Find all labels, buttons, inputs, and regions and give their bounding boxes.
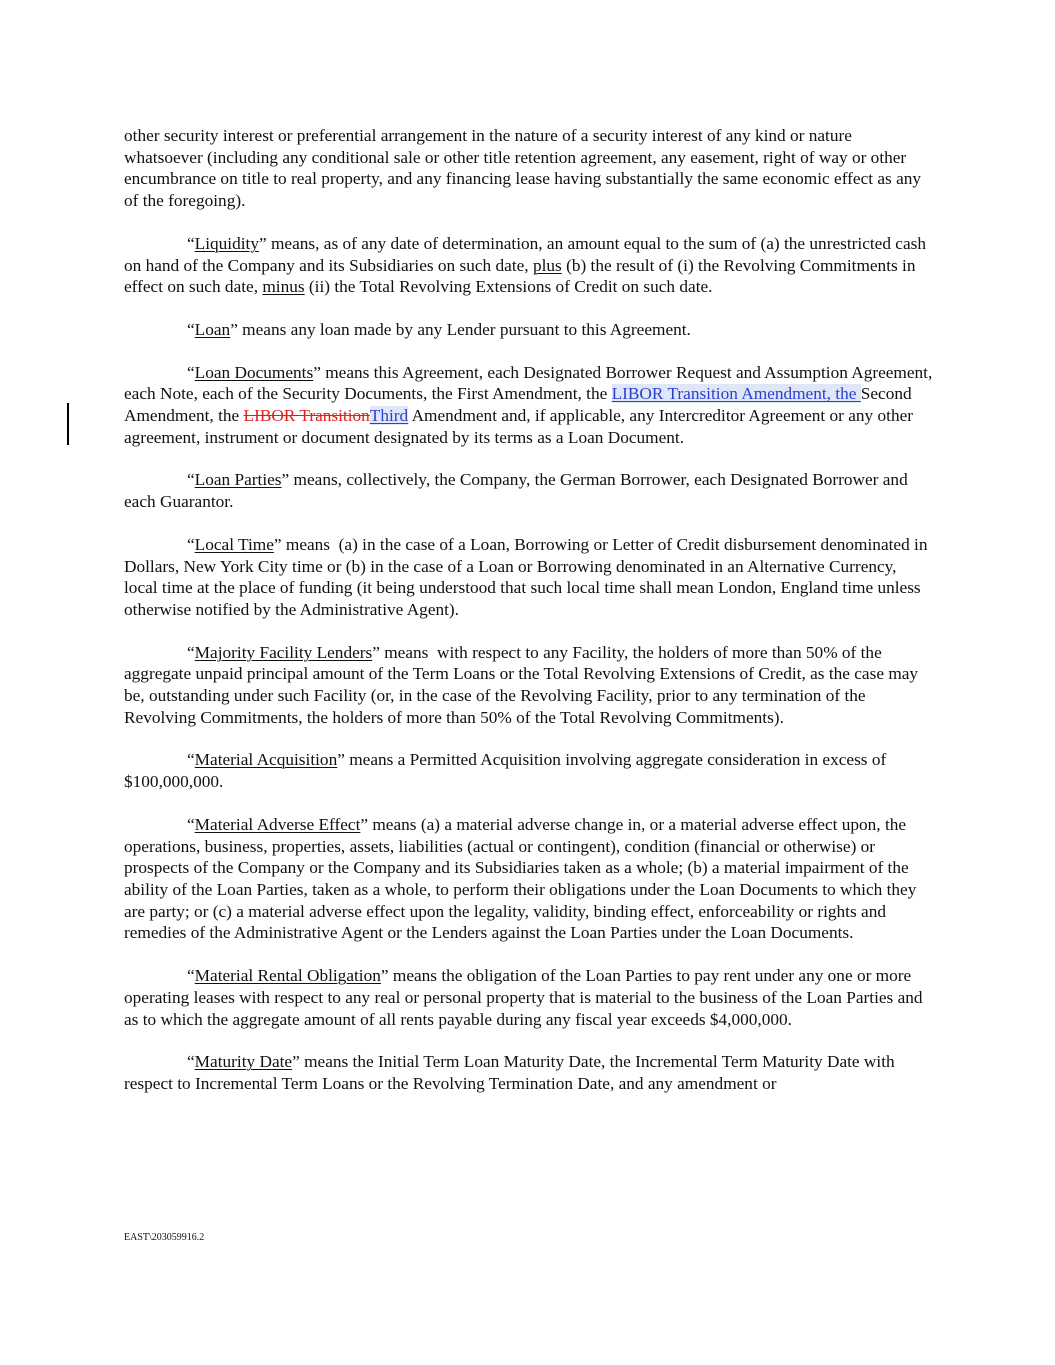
definition-material-rental-obligation: “Material Rental Obligation” means the obligation of the Loan Parties to pay rent under any one or more operating leases with respect to any real or personal property that is material to the business of the Loan Parties and as to which the aggregate amount of all rents payable during any fiscal year exceeds $4,000,000.: [124, 966, 923, 1029]
defined-term: Material Rental Obligation: [194, 966, 381, 986]
defined-term: Material Acquisition: [194, 750, 338, 770]
defined-term: Loan: [194, 319, 231, 339]
document-id-footer: EAST\203059916.2: [124, 1232, 205, 1243]
defined-term: Loan Parties: [194, 470, 282, 490]
change-bar: [67, 403, 69, 445]
definition-maturity-date: “Maturity Date” means the Initial Term Loan Maturity Date, the Incremental Term Maturity Date with respect to Incremental Term Loans or the Revolving Termination Date, and any amendment or: [124, 1052, 895, 1093]
emphasis-minus: minus: [262, 277, 305, 297]
defined-term: Majority Facility Lenders: [194, 642, 373, 662]
definition-material-adverse-effect: “Material Adverse Effect” means (a) a material adverse change in, or a material adverse effect upon, the operations, business, properties, assets, liabilities (actual or contingent), condition (financial or otherwise) or prospects of the Company or the Company and its Subsidiaries taken as a whole; (b) a material impairment of the ability of the Loan Parties, taken as a whole, to perform their obligations under the Loan Documents to which they are party; or (c) a material adverse effect upon the legality, validity, binding effect, enforceability or rights and remedies of the Administrative Agent or the Lenders against the Loan Parties under the Loan Documents.: [124, 814, 917, 943]
definition-loan-documents: “Loan Documents” means this Agreement, each Designated Borrower Request and Assumption Agreement, each Note, each of the Security Documents, the First Amendment, the LIBOR Transition Amendment, the Second Amendment, the LIBOR TransitionThird Amendment and, if applicable, any Intercreditor Agreement or any other agreement, instrument or document designated by its terms as a Loan Document.: [124, 362, 933, 447]
defined-term: Local Time: [194, 534, 274, 554]
defined-term: Liquidity: [194, 233, 259, 253]
defined-term: Material Adverse Effect: [194, 814, 361, 834]
defined-term: Loan Documents: [194, 362, 314, 382]
definition-local-time: “Local Time” means (a) in the case of a Loan, Borrowing or Letter of Credit disbursement denominated in Dollars, New York City time or (b) in the case of a Loan or Borrowing denominated in an Alternative Currency, local time at the place of funding (it being understood that such local time shall mean London, England time unless otherwise notified by the Administrative Agent).: [124, 534, 932, 619]
tracked-insertion: LIBOR Transition Amendment, the: [611, 384, 861, 404]
definition-liquidity: “Liquidity” means, as of any date of determination, an amount equal to the sum of (a) the unrestricted cash on hand of the Company and its Subsidiaries on such date, plus (b) the result of (i) the Revolving Commitments in effect on such date, minus (ii) the Total Revolving Extensions of Credit on such date.: [124, 233, 927, 297]
definition-majority-facility-lenders: “Majority Facility Lenders” means with respect to any Facility, the holders of more than 50% of the aggregate unpaid principal amount of the Term Loans or the Total Revolving Extensions of Credit, as the case may be, outstanding under such Facility (or, in the case of the Revolving Facility, prior to any termination of the Revolving Commitments, the holders of more than 50% of the Total Revolving Commitments).: [124, 642, 923, 727]
definition-loan: “Loan” means any loan made by any Lender pursuant to this Agreement.: [187, 319, 691, 339]
defined-term: Maturity Date: [194, 1052, 293, 1072]
definition-material-acquisition: “Material Acquisition” means a Permitted Acquisition involving aggregate consideration in excess of $100,000,000.: [124, 750, 887, 792]
document-body: [124, 125, 934, 1116]
emphasis-plus: plus: [532, 255, 562, 275]
definition-loan-parties: “Loan Parties” means, collectively, the Company, the German Borrower, each Designated Borrower and each Guarantor.: [124, 470, 908, 512]
tracked-deletion: LIBOR Transition: [243, 406, 370, 426]
paragraph-lien-continuation: other security interest or preferential arrangement in the nature of a security interest of any kind or nature whatsoever (including any conditional sale or other title retention agreement, any easement, right of way or other encumbrance on title to real property, and any financing lease having substantially the same economic effect as any of the foregoing).: [124, 126, 922, 211]
tracked-insertion: Third: [369, 406, 409, 426]
